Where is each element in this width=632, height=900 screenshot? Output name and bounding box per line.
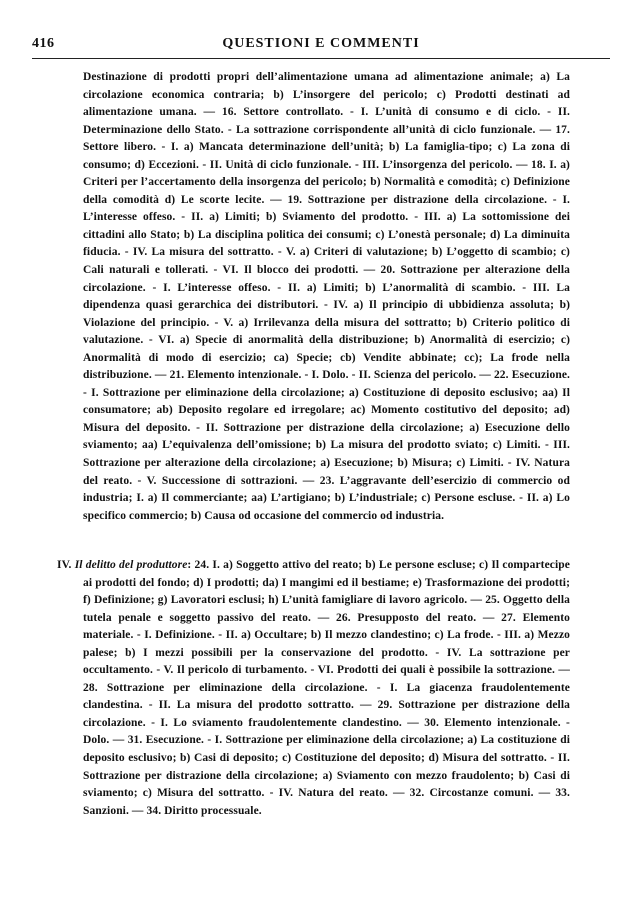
paragraph-text: Destinazione di prodotti propri dell’alimentazione umana ad alimentazione animale; a) La circolazione economica contraria; b) L’insorgere del pericolo; c) Prodotti destinati ad alimentazione umana. — 16. Settore controllato. - I. L’unità di consumo e di ciclo. - II. Determinazione dello Stato. - La sottrazione corrispondente all’unità di ciclo funzionale. — 17. Settore libero. - I. a) Mancata determinazione dell’unità; b) La famiglia-tipo; c) La zona di consumo; d) Eccezioni. - II. Unità di ciclo funzionale. - III. L’insorgenza del pericolo. — 18. I. a) Criteri per l’accertamento della insorgenza del pericolo; b) Normalità e comodità; c) Definizione della comodità d) Le scorte lecite. — 19. Sottrazione per distrazione della circolazione. - I. L’interesse offeso. - II. a) Limiti; b) Sviamento del prodotto. - III. a) La sottomissione dei cittadini allo Stato; b) La disciplina politica dei consumi; c) L’onestà personale; d) La diminuita fiducia. - IV. La misura del sottratto. - V. a) Criteri di valutazione; b) L’oggetto di scambio; c) Cali naturali e tollerati. - VI. Il blocco dei prodotti. — 20. Sottrazione per alterazione della circolazione. - I. L’interesse offeso. - II. a) Limiti; b) L’anormalità di scambio. - III. La dipendenza quasi gerarchica dei distributori. - IV. a) Il principio di ubbidienza assoluta; b) Violazione del principio. - V. a) Irrilevanza della misura del sottratto; b) Criterio politico di valutazione. - VI. a) Specie di anormalità della distribuzione; b) Anormalità di esercizio; c) Anormalità di modo di esercizio; ca) Specie; cb) Vendite abbinate; cc); La frode nella distribuzione. — 21. Elemento intenzionale. - I. Dolo. - II. Scienza del pericolo. — 22. Esecuzione. - I. Sottrazione per eliminazione della circolazione; a) Costituzione di deposito esclusivo; aa) Il consumatore; ab) Deposito regolare ed irregolare; ac) Momento costitutivo del deposito; ad) Misura del deposito. - II. Sottrazione per distrazione della circolazione; a) Esecuzione dello sviamento; aa) L’equivalenza dell’omissione; b) La misura del prodotto sviato; c) Limiti. - III. Sottrazione per alterazione della circolazione; a) Esecuzione; b) Misura; c) Limiti. - IV. Natura del reato. - V. Successione di sottrazioni. — 23. L’aggravante dell’esercizio di commercio od industria; I. a) Il commerciante; aa) L’artigiano; b) L’industriale; c) Persone escluse. - II. a) Lo specifico commercio; b) Causa od occasione del commercio od industria.: [83, 71, 570, 522]
section-title: Il delitto del produttore: [74, 559, 188, 571]
section-paragraph-iv: [57, 557, 570, 820]
page-number: 416: [32, 36, 55, 51]
paragraph-continuation: [83, 69, 570, 525]
page-header: [32, 36, 610, 54]
section-number: IV.: [57, 559, 72, 571]
section-text: : 24. I. a) Soggetto attivo del reato; b) Le persone escluse; c) Il compartecipe ai prodotti del fondo; d) I prodotti; da) I mangimi ed il bestiame; e) Trasformazione dei prodotti; f) Definizione; g) Lavoratori esclusi; h) L’unità famigliare di lavoro agricolo. — 25. Oggetto della tutela penale e soggetto passivo del reato. — 26. Presupposto del reato. — 27. Elemento materiale. - I. Definizione. - II. a) Occultare; b) Il mezzo clandestino; c) La frode. - III. a) Mezzo palese; b) I mezzi possibili per la conservazione del prodotto. - IV. La sottrazione per occultamento. - V. Il pericolo di turbamento. - VI. Prodotti dei quali è possibile la sottrazione. — 28. Sottrazione per eliminazione della circolazione. - I. La giacenza fraudolentemente clandestina. - II. La misura del prodotto sottratto. — 29. Sottrazione per distrazione della circolazione. - I. Lo sviamento fraudolentemente clandestino. — 30. Elemento intenzionale. - Dolo. — 31. Esecuzione. - I. Sottrazione per eliminazione della circolazione; a) La costituzione di deposito esclusivo; b) Casi di deposito; c) Costituzione del deposito; d) Misura del sottratto. - II. Sottrazione per distrazione della circolazione; a) Sviamento con mezzo fraudolento; b) Casi di sviamento; c) Misura del sottratto. - IV. Natura del reato. — 32. Circostanze comuni. — 33. Sanzioni. — 34. Diritto processuale.: [83, 559, 570, 817]
header-divider: [32, 58, 610, 59]
running-title: QUESTIONI E COMMENTI: [222, 36, 420, 51]
